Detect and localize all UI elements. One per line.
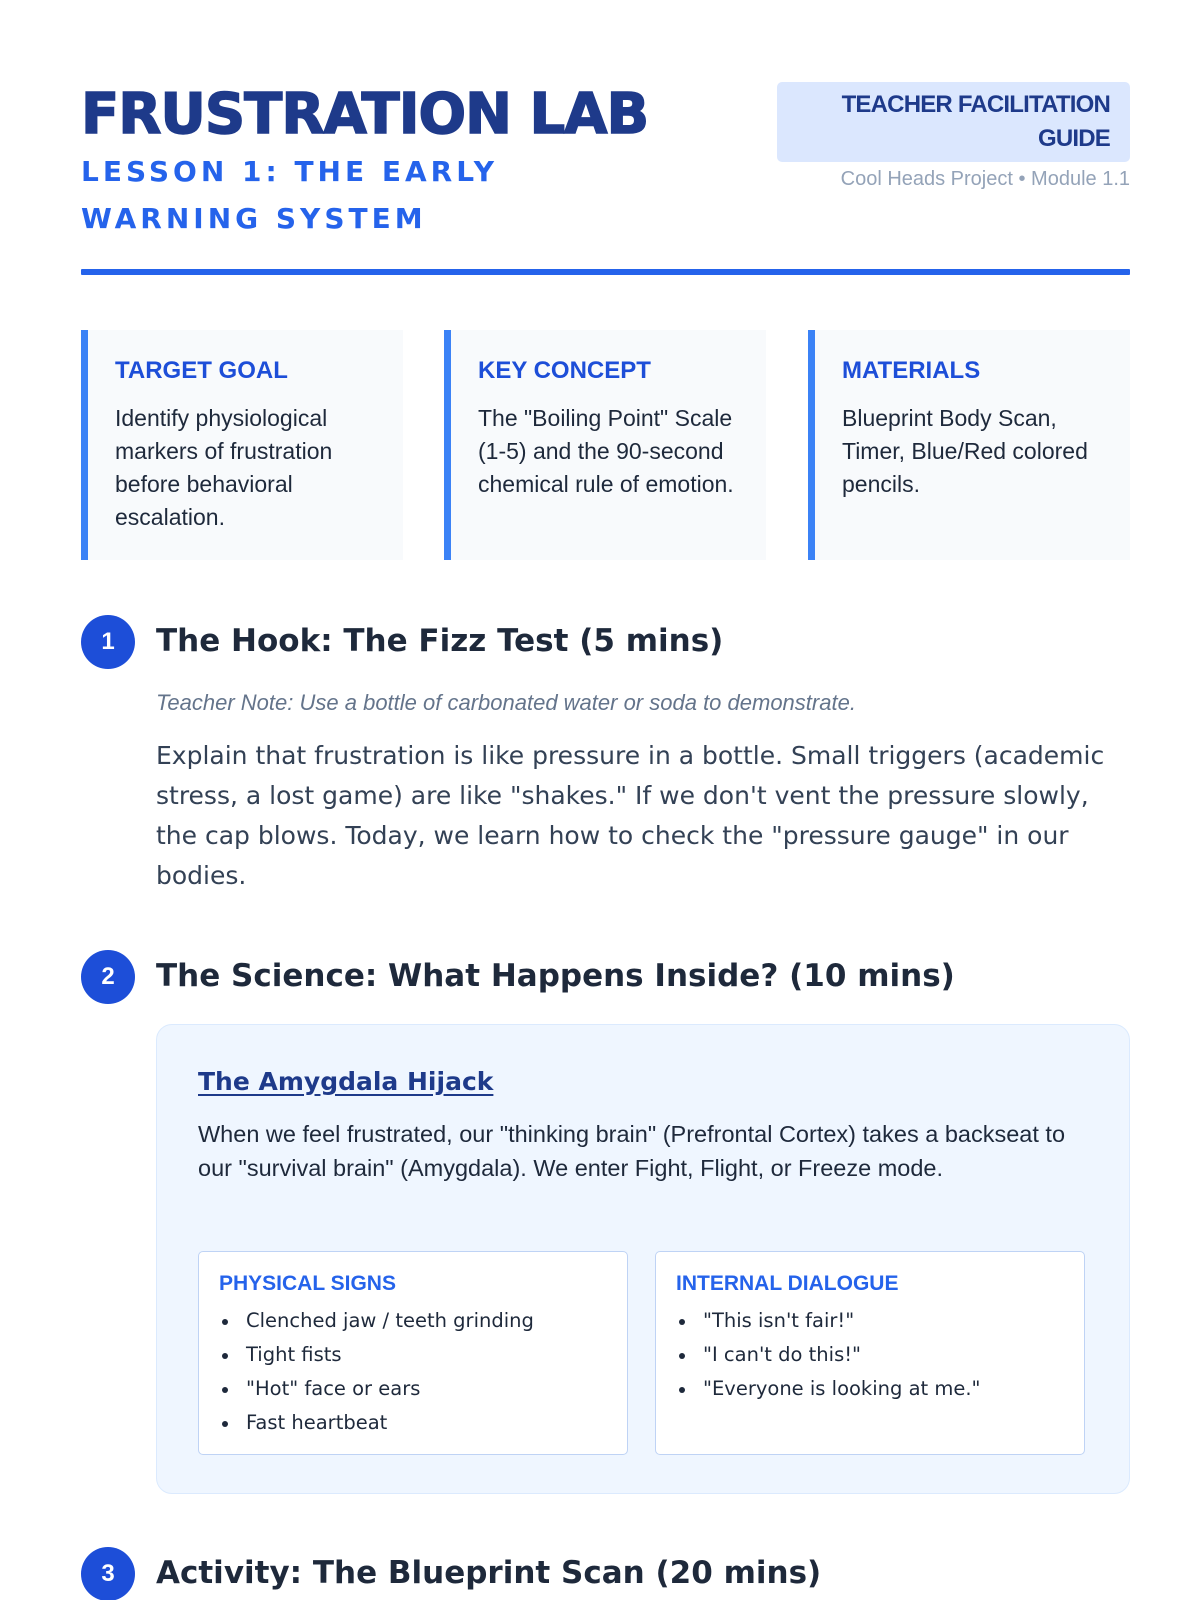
list-item: "I can't do this!" xyxy=(676,1338,1064,1372)
page-header xyxy=(81,82,1130,282)
section-title-activity: Activity: The Blueprint Scan (20 mins) xyxy=(156,1555,822,1591)
section-title-hook: The Hook: The Fizz Test (5 mins) xyxy=(156,623,724,659)
box-heading: The Amygdala Hijack xyxy=(198,1067,494,1096)
info-cards xyxy=(81,330,1130,560)
internal-dialogue-card xyxy=(655,1251,1085,1455)
box-text: When we feel frustrated, our "thinking brain" (Prefrontal Cortex) takes a backseat to our "survival brain" (Amygdala). We enter Fight, Flight, or Freeze mode. xyxy=(198,1121,1066,1181)
teacher-note: Teacher Note: Use a bottle of carbonated water or soda to demonstrate. xyxy=(156,690,856,715)
header-divider xyxy=(81,269,1130,275)
card-text: Blueprint Body Scan, Timer, Blue/Red colored pencils. xyxy=(842,405,1088,497)
list-item: Fast heartbeat xyxy=(219,1406,607,1440)
step-number-1: 1 xyxy=(81,615,135,669)
list-item: Tight fists xyxy=(219,1338,607,1372)
hook-text: Explain that frustration is like pressure in a bottle. Small triggers (academic stress, a lost game) are like "shakes." If we don't vent the pressure slowly, the cap blows. Today, we learn how to check the "pressure gauge" in our bodies. xyxy=(156,741,1105,890)
card-key-concept xyxy=(444,330,766,560)
guide-badge: TEACHER FACILITATION GUIDE xyxy=(777,82,1130,162)
physical-signs-card xyxy=(198,1251,628,1455)
step-number-3: 3 xyxy=(81,1547,135,1600)
amygdala-box xyxy=(156,1024,1130,1494)
card-target-goal xyxy=(81,330,403,560)
card-title: TARGET GOAL xyxy=(115,357,288,384)
list-item: "Everyone is looking at me." xyxy=(676,1372,1064,1406)
card-title: MATERIALS xyxy=(842,357,981,384)
lesson-subtitle: LESSON 1: THE EARLY WARNING SYSTEM xyxy=(81,155,498,235)
internal-dialogue-list xyxy=(676,1304,1064,1406)
module-meta: Cool Heads Project • Module 1.1 xyxy=(840,168,1130,190)
physical-signs-list xyxy=(219,1304,607,1440)
list-item: "Hot" face or ears xyxy=(219,1372,607,1406)
page-title: FRUSTRATION LAB xyxy=(81,82,649,147)
internal-dialogue-title: INTERNAL DIALOGUE xyxy=(676,1272,899,1295)
section-title-science: The Science: What Happens Inside? (10 mins) xyxy=(156,958,955,994)
step-number-2: 2 xyxy=(81,950,135,1004)
list-item: "This isn't fair!" xyxy=(676,1304,1064,1338)
physical-signs-title: PHYSICAL SIGNS xyxy=(219,1272,396,1295)
list-item: Clenched jaw / teeth grinding xyxy=(219,1304,607,1338)
card-materials xyxy=(808,330,1130,560)
card-text: The "Boiling Point" Scale (1-5) and the 90-second chemical rule of emotion. xyxy=(478,405,734,497)
card-title: KEY CONCEPT xyxy=(478,357,651,384)
card-text: Identify physiological markers of frustration before behavioral escalation. xyxy=(115,405,333,530)
